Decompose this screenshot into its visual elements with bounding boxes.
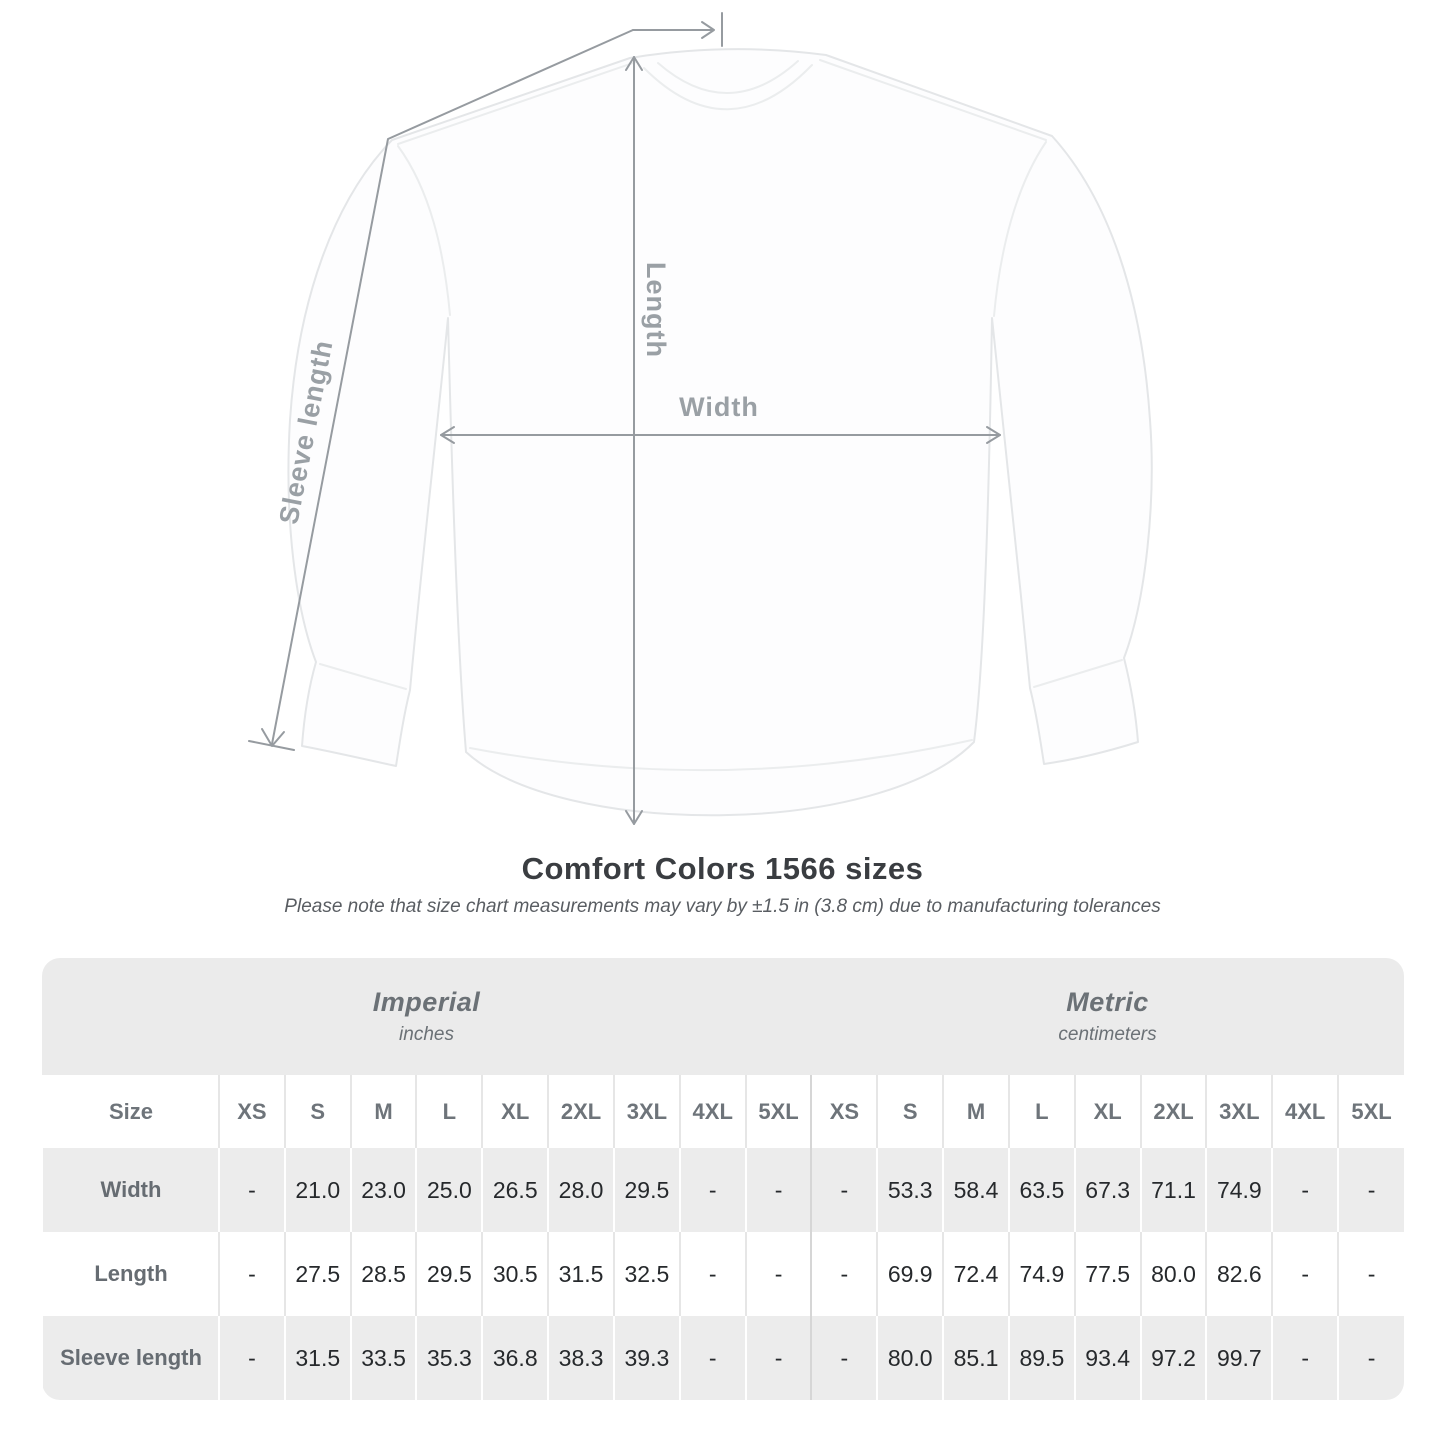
table-row: [43, 1316, 1404, 1400]
value-cell: -: [746, 1232, 812, 1316]
value-cell: 23.0: [351, 1148, 417, 1232]
value-cell: 39.3: [614, 1316, 680, 1400]
size-header-cell: 5XL: [1338, 1075, 1404, 1148]
value-cell: 29.5: [614, 1148, 680, 1232]
table-row: [43, 1232, 1404, 1316]
size-table: [42, 958, 1404, 1400]
imperial-unit: inches: [399, 1024, 454, 1045]
value-cell: -: [746, 1316, 812, 1400]
value-cell: -: [811, 1148, 877, 1232]
size-header-cell: L: [1009, 1075, 1075, 1148]
width-label: Width: [679, 392, 759, 422]
value-cell: 72.4: [943, 1232, 1009, 1316]
row-label: Length: [94, 1261, 168, 1286]
value-cell: -: [219, 1232, 285, 1316]
value-cell: 82.6: [1206, 1232, 1272, 1316]
value-cell: 38.3: [548, 1316, 614, 1400]
size-header-cell: L: [416, 1075, 482, 1148]
size-chart-title: Comfort Colors 1566 sizes: [521, 851, 924, 886]
size-header-cell: 3XL: [614, 1075, 680, 1148]
table-row: [43, 1148, 1404, 1232]
value-cell: -: [1338, 1316, 1404, 1400]
size-header-cell: M: [351, 1075, 417, 1148]
value-cell: 80.0: [877, 1316, 943, 1400]
value-cell: 67.3: [1075, 1148, 1141, 1232]
unit-group-header: [42, 958, 1404, 1075]
value-cell: 80.0: [1141, 1232, 1207, 1316]
imperial-label: Imperial: [372, 987, 481, 1017]
value-cell: -: [680, 1232, 746, 1316]
size-header-cell: 4XL: [1272, 1075, 1338, 1148]
value-cell: -: [1338, 1148, 1404, 1232]
size-header-cell: 3XL: [1206, 1075, 1272, 1148]
size-header-cell: M: [943, 1075, 1009, 1148]
value-cell: 26.5: [482, 1148, 548, 1232]
value-cell: 27.5: [285, 1232, 351, 1316]
size-header-cell: 2XL: [1141, 1075, 1207, 1148]
size-header-cell: XS: [811, 1075, 877, 1148]
value-cell: 93.4: [1075, 1316, 1141, 1400]
value-cell: 77.5: [1075, 1232, 1141, 1316]
size-header-row: [43, 1075, 1404, 1148]
value-cell: 97.2: [1141, 1316, 1207, 1400]
value-cell: -: [219, 1316, 285, 1400]
value-cell: -: [1272, 1232, 1338, 1316]
value-cell: 35.3: [416, 1316, 482, 1400]
value-cell: 58.4: [943, 1148, 1009, 1232]
length-label: Length: [641, 262, 671, 358]
size-header-cell: S: [877, 1075, 943, 1148]
value-cell: 33.5: [351, 1316, 417, 1400]
size-chart-subtitle: Please note that size chart measurements may vary by ±1.5 in (3.8 cm) due to manufacturing tolerances: [284, 896, 1161, 917]
value-cell: 69.9: [877, 1232, 943, 1316]
value-cell: -: [811, 1316, 877, 1400]
size-header-cell: 4XL: [680, 1075, 746, 1148]
metric-unit: centimeters: [1058, 1024, 1157, 1045]
size-header-cell: 5XL: [746, 1075, 812, 1148]
value-cell: 36.8: [482, 1316, 548, 1400]
row-label: Width: [100, 1177, 162, 1202]
value-cell: 30.5: [482, 1232, 548, 1316]
size-header-cell: XL: [1075, 1075, 1141, 1148]
value-cell: 63.5: [1009, 1148, 1075, 1232]
group-header-metric: [811, 958, 1404, 1075]
value-cell: -: [1338, 1232, 1404, 1316]
value-cell: 53.3: [877, 1148, 943, 1232]
sleeve-length-label: Sleeve length: [273, 337, 339, 527]
size-header-cell: XS: [219, 1075, 285, 1148]
size-table-grid: [42, 1075, 1404, 1400]
metric-label: Metric: [1066, 987, 1149, 1017]
value-cell: 25.0: [416, 1148, 482, 1232]
value-cell: -: [219, 1148, 285, 1232]
value-cell: -: [746, 1148, 812, 1232]
value-cell: 29.5: [416, 1232, 482, 1316]
value-cell: 74.9: [1206, 1148, 1272, 1232]
size-header-cell: 2XL: [548, 1075, 614, 1148]
sweatshirt-illustration: [288, 49, 1151, 815]
value-cell: -: [1272, 1316, 1338, 1400]
group-header-imperial: [42, 958, 811, 1075]
value-cell: 74.9: [1009, 1232, 1075, 1316]
value-cell: 99.7: [1206, 1316, 1272, 1400]
size-header-cell: S: [285, 1075, 351, 1148]
value-cell: 71.1: [1141, 1148, 1207, 1232]
value-cell: 31.5: [548, 1232, 614, 1316]
value-cell: -: [680, 1316, 746, 1400]
size-header-cell: XL: [482, 1075, 548, 1148]
value-cell: 28.0: [548, 1148, 614, 1232]
row-label: Sleeve length: [60, 1345, 202, 1370]
value-cell: 32.5: [614, 1232, 680, 1316]
size-column-header: Size: [108, 1098, 154, 1124]
value-cell: 89.5: [1009, 1316, 1075, 1400]
value-cell: -: [811, 1232, 877, 1316]
value-cell: -: [1272, 1148, 1338, 1232]
value-cell: -: [680, 1148, 746, 1232]
value-cell: 28.5: [351, 1232, 417, 1316]
value-cell: 21.0: [285, 1148, 351, 1232]
value-cell: 85.1: [943, 1316, 1009, 1400]
value-cell: 31.5: [285, 1316, 351, 1400]
